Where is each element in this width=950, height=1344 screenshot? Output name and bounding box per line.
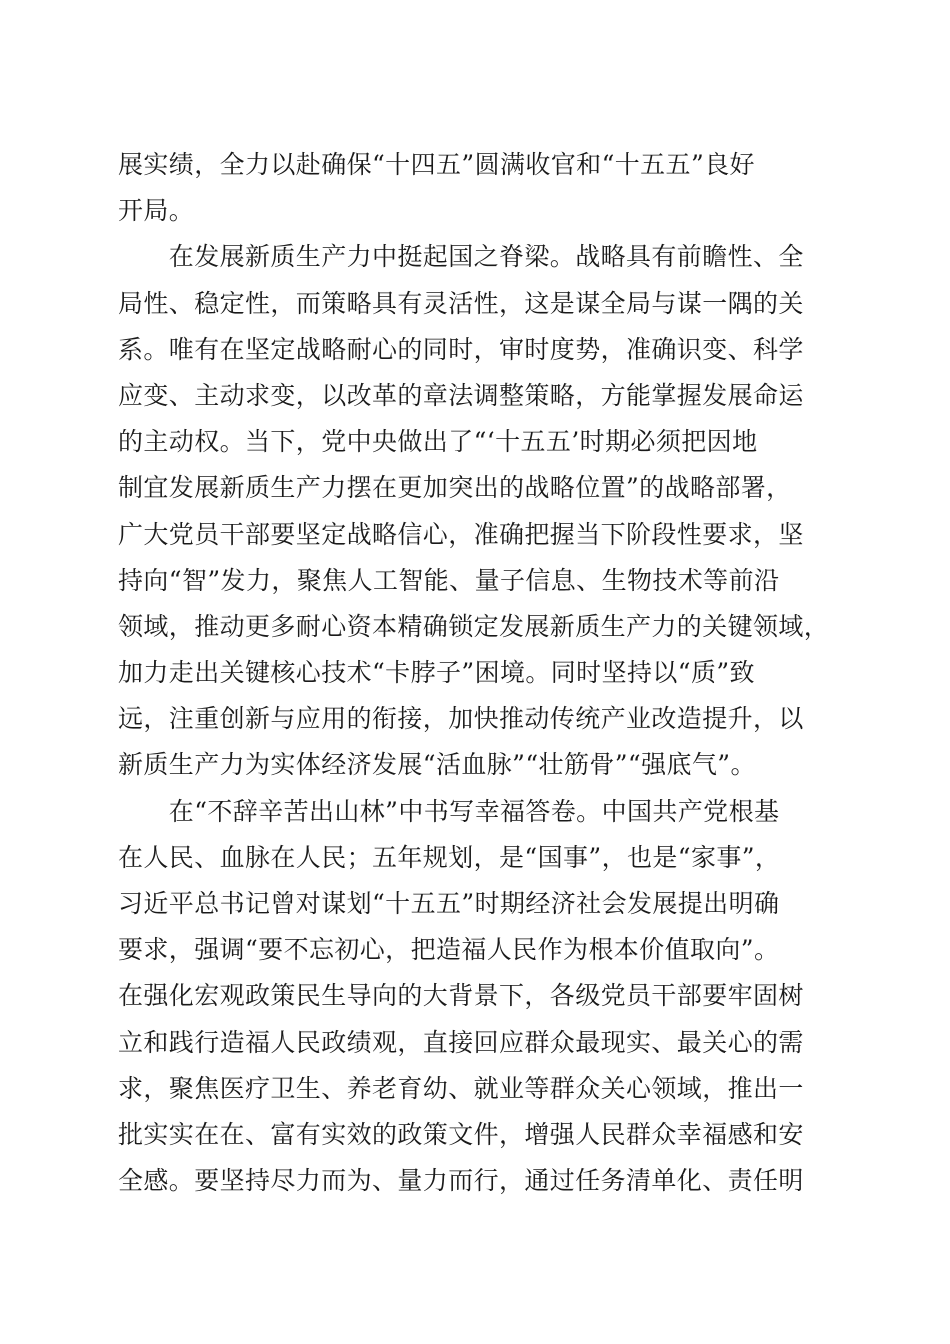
text-line: 的主动权。当下，党中央做出了“‘十五五’时期必须把因地 (118, 427, 758, 457)
text-line: 广大党员干部要坚定战略信心，准确把握当下阶段性要求，坚 (118, 519, 804, 549)
text-line: 新质生产力为实体经济发展“活血脉”“壮筋骨”“强底气”。 (118, 750, 756, 780)
text-line: 加力走出关键核心技术“卡脖子”困境。同时坚持以“质”致 (118, 658, 755, 688)
text-line: 立和践行造福人民政绩观，直接回应群众最现实、最关心的需 (118, 1027, 804, 1057)
text-line: 展实绩，全力以赴确保“十四五”圆满收官和“十五五”良好 (118, 150, 755, 179)
text-line: 习近平总书记曾对谋划“十五五”时期经济社会发展提出明确 (118, 889, 780, 918)
text-line: 要求，强调“要不忘初心，把造福人民作为根本价值取向”。 (118, 935, 780, 965)
text-line: 开局。 (118, 196, 195, 226)
text-line: 系。唯有在坚定战略耐心的同时，审时度势，准确识变、科学 (118, 334, 804, 364)
text-line: 领域，推动更多耐心资本精确锁定发展新质生产力的关键领域， (118, 611, 830, 641)
paragraph-start-line: 在“不辞辛苦出山林”中书写幸福答卷。中国共产党根基 (118, 796, 780, 826)
paragraph-start-line: 在发展新质生产力中挺起国之脊梁。战略具有前瞻性、全 (118, 242, 804, 272)
text-line: 批实实在在、富有实效的政策文件，增强人民群众幸福感和安 (118, 1119, 804, 1149)
text-line: 应变、主动求变，以改革的章法调整策略，方能掌握发展命运 (118, 380, 804, 410)
text-line: 局性、稳定性，而策略具有灵活性，这是谋全局与谋一隅的关 (118, 288, 804, 318)
text-line: 全感。要坚持尽力而为、量力而行，通过任务清单化、责任明 (118, 1166, 804, 1196)
text-line: 持向“智”发力，聚焦人工智能、量子信息、生物技术等前沿 (118, 565, 780, 595)
text-line: 在人民、血脉在人民；五年规划，是“国事”，也是“家事”， (118, 842, 781, 872)
text-line: 在强化宏观政策民生导向的大背景下，各级党员干部要牢固树 (118, 981, 804, 1011)
text-line: 制宜发展新质生产力摆在更加突出的战略位置”的战略部署， (118, 473, 792, 503)
text-line: 远，注重创新与应用的衔接，加快推动传统产业改造提升，以 (118, 704, 804, 734)
body-text (118, 142, 828, 1204)
text-line: 求，聚焦医疗卫生、养老育幼、就业等群众关心领域，推出一 (118, 1073, 804, 1103)
